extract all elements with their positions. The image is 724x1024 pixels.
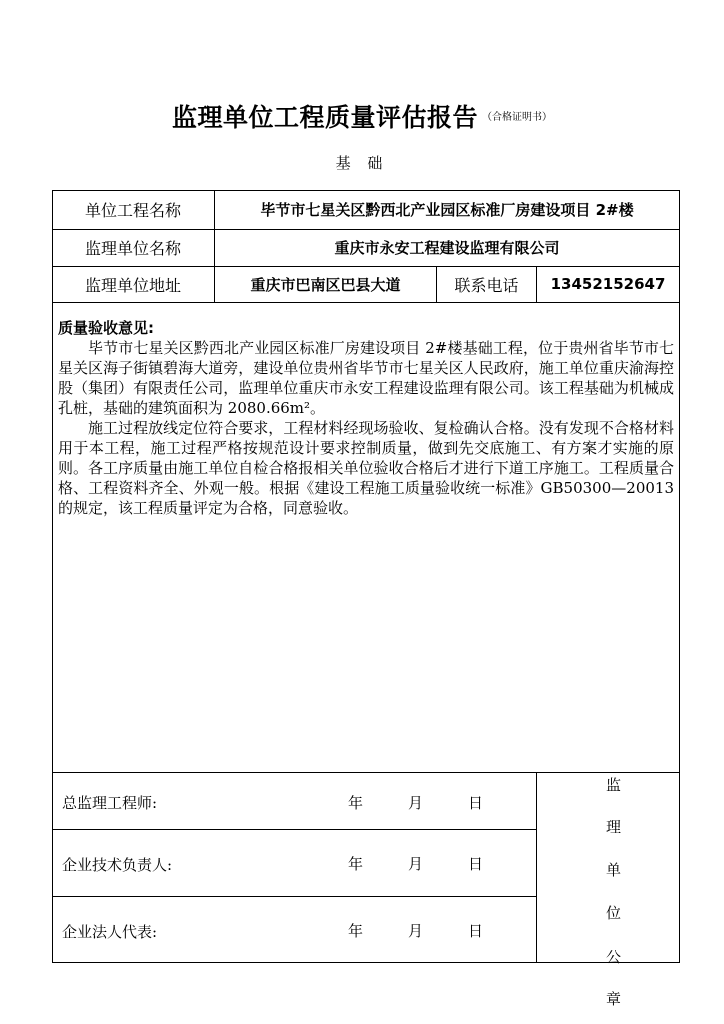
seal-char-5: 公 [606, 948, 622, 966]
seal-char-2: 理 [606, 818, 622, 836]
seal-char-1: 监 [606, 776, 622, 794]
project-name-value: 毕节市七星关区黔西北产业园区标准厂房建设项目 2#楼 [260, 201, 634, 219]
legal-rep-label: 企业法人代表: [62, 923, 158, 941]
report-subtitle: 基 础 [335, 154, 389, 172]
chief-engineer-day: 日 [468, 794, 484, 812]
project-name-label: 单位工程名称 [84, 201, 181, 220]
quality-opinion-paragraph-1: 毕节市七星关区黔西北产业园区标准厂房建设项目 2#楼基础工程，位于贵州省毕节市七星关区海子街镇碧海大道旁，建设单位贵州省毕节市七星关区人民政府，施工单位重庆渝海控股（集团）有限责任公司，监理单位重庆市永安工程建设监理有限公司。该工程基础为机械成孔桩，基础的建筑面积为 2080.66m²。 [58, 339, 674, 417]
quality-opinion-paragraph-2: 施工过程放线定位符合要求，工程材料经现场验收、复检确认合格。没有发现不合格材料用于本工程，施工过程严格按规范设计要求控制质量，做到先交底施工、有方案才实施的原则。各工序质量由施工单位自检合格报相关单位验收合格后才进行下道工序施工。工程质量合格、工程资料齐全、外观一般。根据《建设工程施工质量验收统一标准》GB50300—20013 的规定，该工程质量评定为合格，同意验收。 [58, 419, 674, 517]
chief-engineer-year: 年 [348, 794, 364, 812]
tech-lead-year: 年 [348, 855, 364, 873]
seal-char-6: 章 [606, 990, 622, 1008]
quality-opinion-heading: 质量验收意见: [58, 319, 154, 337]
table-line-sign2 [52, 896, 536, 897]
supervisor-address-label: 监理单位地址 [84, 275, 181, 295]
seal-char-3: 单 [606, 861, 622, 879]
supervisor-name-label: 监理单位名称 [84, 239, 181, 258]
table-line-opinion-bottom [52, 772, 680, 773]
legal-rep-month: 月 [408, 922, 424, 940]
table-line-seal-col [536, 772, 537, 963]
chief-engineer-label: 总监理工程师: [62, 794, 158, 812]
phone-value: 13452152647 [550, 275, 666, 293]
tech-lead-label: 企业技术负责人: [62, 856, 173, 874]
phone-label: 联系电话 [454, 275, 519, 295]
table-border-bottom [52, 962, 680, 963]
legal-rep-day: 日 [468, 922, 484, 940]
tech-lead-month: 月 [408, 855, 424, 873]
report-title-note: （合格证明书） [482, 112, 552, 123]
seal-char-4: 位 [606, 904, 622, 922]
table-line-sign1 [52, 829, 536, 830]
chief-engineer-month: 月 [408, 794, 424, 812]
table-border-right [679, 190, 680, 963]
table-line-row3 [52, 302, 680, 303]
supervisor-address-value: 重庆市巴南区巴县大道 [250, 275, 401, 294]
legal-rep-year: 年 [348, 922, 364, 940]
quality-opinion [58, 318, 674, 518]
supervisor-name-value: 重庆市永安工程建设监理有限公司 [334, 239, 560, 257]
table-border-left [52, 190, 53, 963]
report-title [0, 98, 724, 134]
report-title-text: 监理单位工程质量评估报告 [171, 103, 478, 132]
tech-lead-day: 日 [468, 855, 484, 873]
